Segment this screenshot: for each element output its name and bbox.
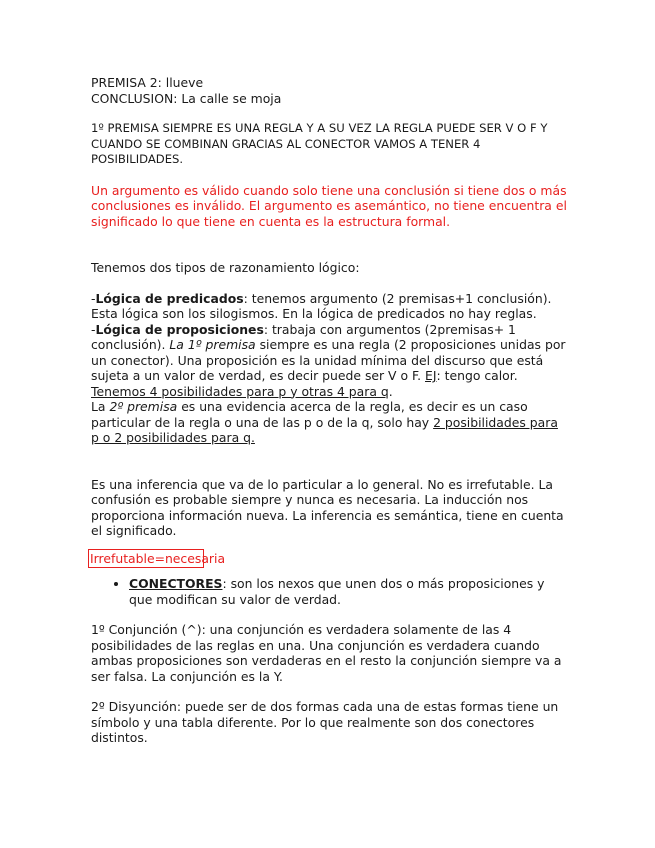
predicate-logic-paragraph xyxy=(91,291,569,322)
first-premise-paragraph: 1º PREMISA SIEMPRE ES UNA REGLA Y A SU VEZ LA REGLA PUEDE SER V O F Y CUANDO SE COMBINAN GRACIAS AL CONECTOR VAMOS A TENER 4 POSIBILIDADES. xyxy=(91,121,548,166)
irrefutable-note xyxy=(91,549,569,569)
induction-paragraph: Es una inferencia que va de lo particular a lo general. No es irrefutable. La confusión es probable siempre y nunca es necesaria. La inducción nos proporciona información nueva. La inferencia es semántica, tiene en cuenta el significado. xyxy=(91,476,564,538)
second-premise-text-1: La xyxy=(91,399,110,414)
premise-2-line: PREMISA 2: llueve xyxy=(91,75,204,90)
document-page xyxy=(91,75,569,746)
irrefutable-boxed-text: Irrefutable=necesaria xyxy=(88,549,204,569)
first-premise-italic: La 1º premisa xyxy=(169,337,256,352)
valid-argument-paragraph: Un argumento es válido cuando solo tiene una conclusión si tiene dos o más conclusiones es inválido. El argumento es asemántico, no tiene encuentra el significado lo que tiene en cuenta es la estructura formal. xyxy=(91,182,567,229)
predicate-logic-title: Lógica de predicados xyxy=(95,290,244,306)
propositional-logic-paragraph xyxy=(91,322,569,400)
connectors-title: CONECTORES xyxy=(129,576,223,591)
propositional-logic-title: Lógica de proposiciones xyxy=(95,321,264,337)
two-possibilities-underlined: 2 posibilidades para p o 2 posibilidades para q. xyxy=(91,414,558,445)
propositional-text-2: siempre es una regla (2 proposiciones unidas por un conector). Una proposición es la unidad mínima del discurso que está sujeta a un valor de verdad, es decir puede ser V o F. xyxy=(91,337,566,383)
second-premise-italic: 2º premisa xyxy=(109,399,178,414)
connectors-list xyxy=(91,576,569,607)
propositional-text-3: : tengo calor. xyxy=(436,368,518,383)
conclusion-line: CONCLUSION: La calle se moja xyxy=(91,90,282,106)
conjunction-paragraph: 1º Conjunción (^): una conjunción es verdadera solamente de las 4 posibilidades de las reglas en una. Una conjunción es verdadera cuando ambas proposiciones son verdaderas en el resto la conjunción siempre va a ser falsa. La conjunción es la Y. xyxy=(91,622,562,684)
disjunction-paragraph: 2º Disyunción: puede ser de dos formas cada una de estas formas tiene un símbolo y una tabla diferente. Por lo que realmente son dos conectores distintos. xyxy=(91,699,559,745)
propositional-text-4: . xyxy=(388,383,393,399)
second-premise-text-2: es una evidencia acerca de la regla, es decir es un caso particular de la regla o una de las p o de la q, solo hay xyxy=(91,399,528,430)
propositional-dash: - xyxy=(91,321,96,337)
connectors-text: : son los nexos que unen dos o más proposiciones y que modifican su valor de verdad. xyxy=(129,576,545,607)
reasoning-types-intro: Tenemos dos tipos de razonamiento lógico: xyxy=(91,260,360,275)
second-premise-paragraph xyxy=(91,399,569,446)
example-label: EJ xyxy=(425,368,437,383)
predicate-logic-text: : tenemos argumento (2 premisas+1 conclusión). Esta lógica son los silogismos. En la lógica de predicados no hay reglas. xyxy=(91,290,552,321)
propositional-text-1: : trabaja con argumentos (2premisas+ 1 conclusión). xyxy=(91,321,516,352)
predicate-dash: - xyxy=(91,290,96,306)
four-possibilities-underlined: Tenemos 4 posibilidades para p y otras 4 para q xyxy=(91,383,389,399)
connectors-list-item xyxy=(129,576,569,607)
